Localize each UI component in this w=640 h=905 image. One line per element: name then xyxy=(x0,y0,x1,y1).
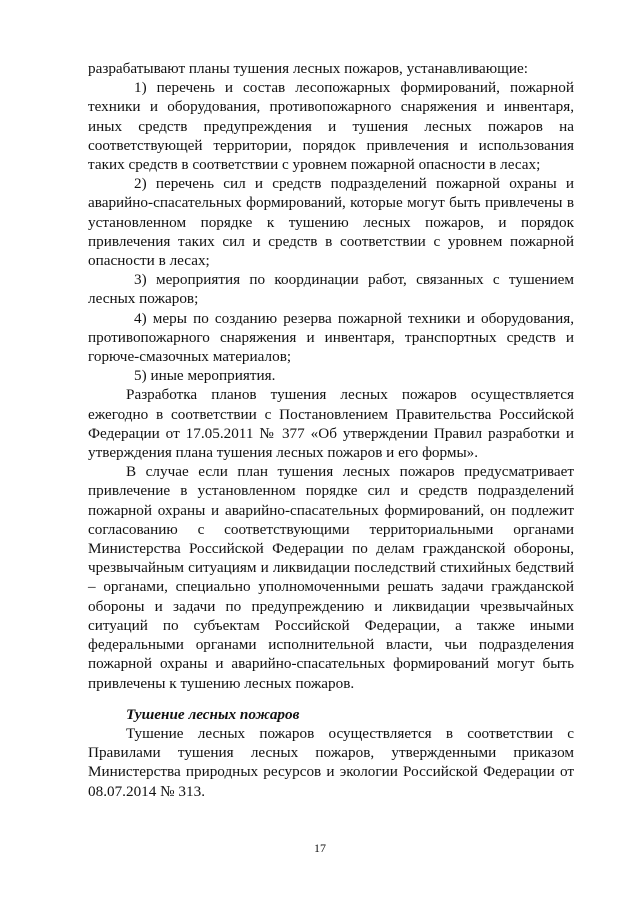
section-heading: Тушение лесных пожаров xyxy=(126,705,300,723)
extinguishing-paragraph: Тушение лесных пожаров осуществляется в соответствии с Правилами тушения лесных пожаров, утвержденными приказом Министерства природных ресурсов и экологии Российской Федерации от 08.07.2014 № 313. xyxy=(88,724,574,800)
planning-paragraph: Разработка планов тушения лесных пожаров осуществляется ежегодно в соответствии с Постановлением Правительства Российской Федерации от 17.05.2011 № 377 «Об утверждении Правил разработки и утверждения плана тушения лесных пожаров и его формы». xyxy=(88,386,574,462)
list-item-4: 4) меры по созданию резерва пожарной техники и оборудования, противопожарного снаряжения и инвентаря, транспортных средств и горюче-смазочных материалов; xyxy=(88,309,574,366)
document-body xyxy=(88,59,574,801)
page-number: 17 xyxy=(314,841,326,855)
coordination-paragraph: В случае если план тушения лесных пожаров предусматривает привлечение в установленном порядке сил и средств подразделений пожарной охраны и аварийно-спасательных формирований, он подлежит согласованию с соответствующими территориальными органами Министерства Российской Федерации по делам гражданской обороны, чрезвычайным ситуациям и ликвидации последствий стихийных бедствий – органами, специально уполномоченными решать задачи гражданской обороны и задачи по предупреждению и ликвидации чрезвычайных ситуаций по субъектам Российской Федерации, а также иными федеральными органами исполнительной власти, чьи подразделения пожарной охраны и аварийно-спасательных формирований могут быть привлечены к тушению лесных пожаров. xyxy=(88,463,574,692)
list-item-2: 2) перечень сил и средств подразделений пожарной охраны и аварийно-спасательных формирований, которые могут быть привлечены в установленном порядке к тушению лесных пожаров, и порядок привлечения таких сил и средств в соответствии с уровнем пожарной опасности в лесах; xyxy=(88,175,574,270)
list-item-5: 5) иные мероприятия. xyxy=(134,367,276,385)
list-item-3: 3) мероприятия по координации работ, связанных с тушением лесных пожаров; xyxy=(88,271,574,308)
list-item-1: 1) перечень и состав лесопожарных формирований, пожарной техники и оборудования, противопожарного снаряжения и инвентаря, иных средств предупреждения и тушения лесных пожаров на соответствующей территории, порядок привлечения и использования таких средств в соответствии с уровнем пожарной опасности в лесах; xyxy=(88,79,574,174)
intro-paragraph: разрабатывают планы тушения лесных пожаров, устанавливающие: xyxy=(88,60,528,77)
